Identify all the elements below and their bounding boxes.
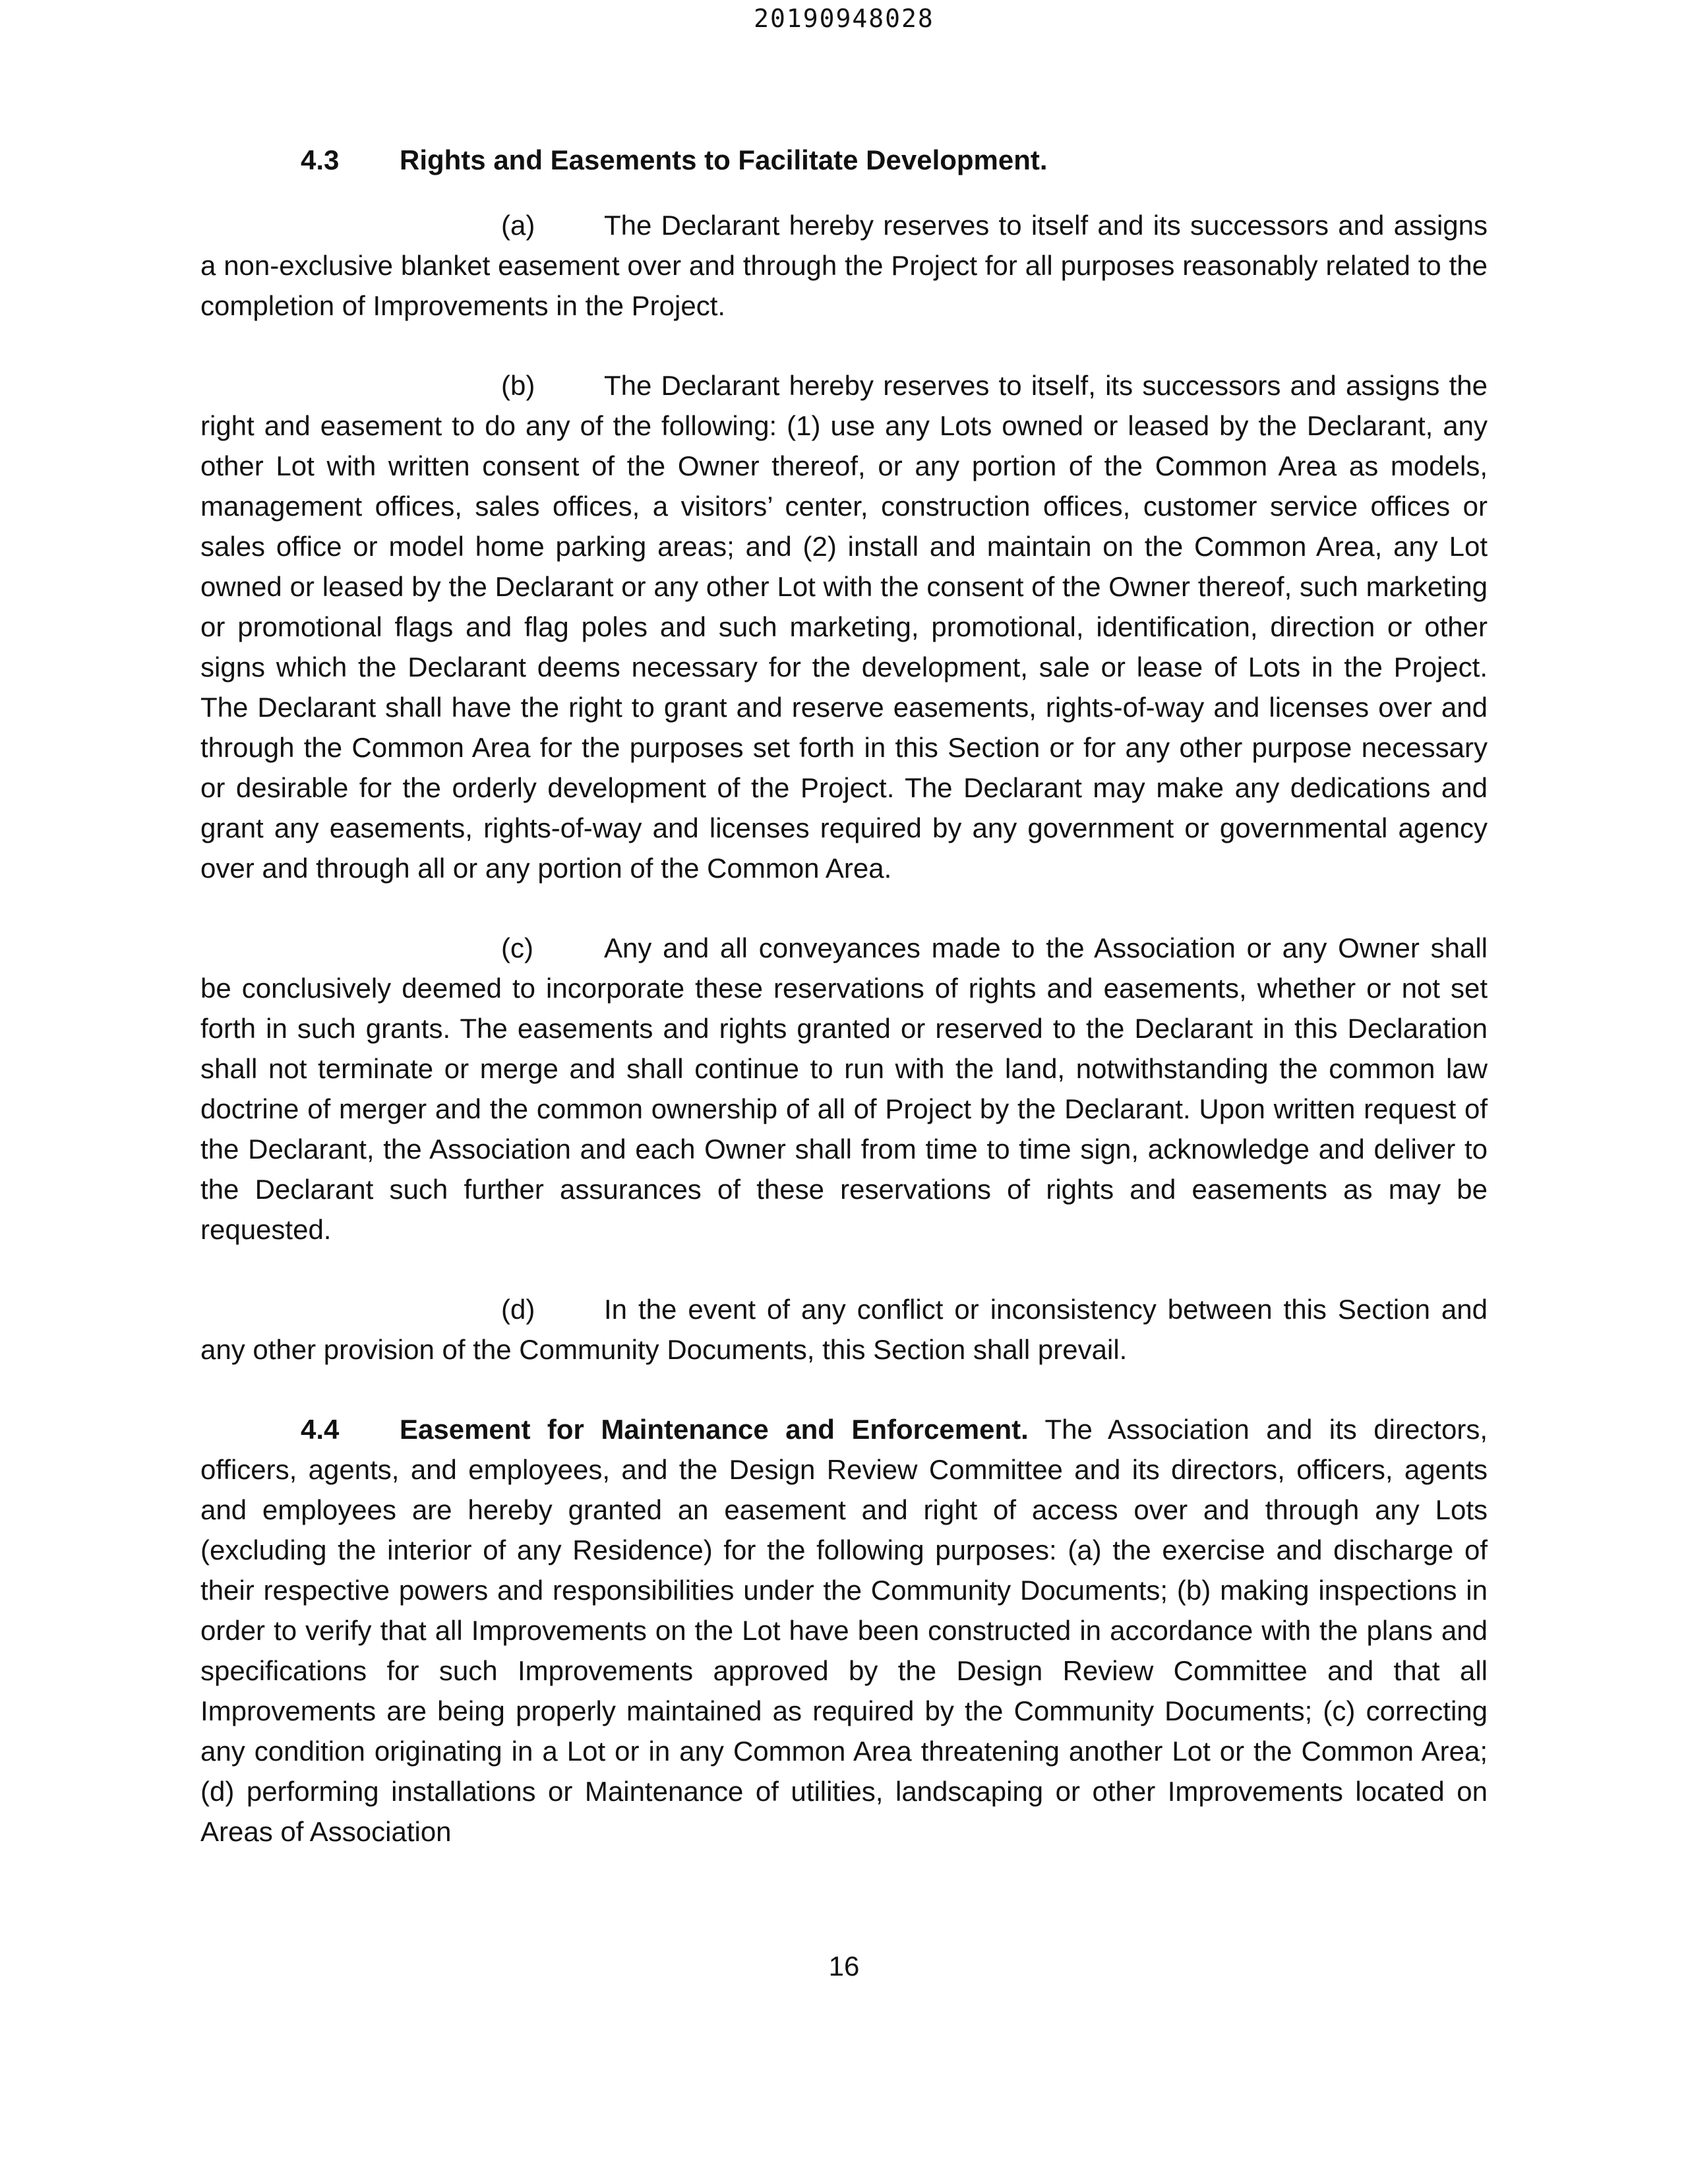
paragraph-4-3-c	[200, 928, 1488, 1250]
paragraph-4-3-d	[200, 1289, 1488, 1370]
section-title: Easement for Maintenance and Enforcement.	[400, 1414, 1029, 1445]
paragraph-text: The Declarant hereby reserves to itself, its successors and assigns the right and easement to do any of the following: (1) use any Lots owned or leased by the Declarant, any other Lot with written consent of the Owner thereof, or any portion of the Common Area as models, management offices, sales offices, a visitors’ center, construction offices, customer service offices or sales office or model home parking areas; and (2) install and maintain on the Common Area, any Lot owned or leased by the Declarant or any other Lot with the consent of the Owner thereof, such marketing or promotional flags and flag poles and such marketing, promotional, identification, direction or other signs which the Declarant deems necessary for the development, sale or lease of Lots in the Project. The Declarant shall have the right to grant and reserve easements, rights-of-way and licenses over and through the Common Area for the purposes set forth in this Section or for any other purpose necessary or desirable for the orderly development of the Project. The Declarant may make any dedications and grant any easements, rights-of-way and licenses required by any government or governmental agency over and through all or any portion of the Common Area.	[200, 370, 1488, 884]
document-body	[200, 140, 1488, 1852]
section-number: 4.4	[301, 1414, 340, 1445]
section-title: Rights and Easements to Facilitate Development.	[400, 144, 1048, 175]
document-number: 20190948028	[754, 4, 934, 33]
section-text: The Association and its directors, officers, agents, and employees, and the Design Review Committee and its directors, officers, agents and employees are hereby granted an easement and right of access over and through any Lots (excluding the interior of any Residence) for the following purposes: (a) the exercise and discharge of their respective powers and responsibilities under the Community Documents; (b) making inspections in order to verify that all Improvements on the Lot have been constructed in accordance with the plans and specifications for such Improvements approved by the Design Review Committee and that all Improvements are being properly maintained as required by the Community Documents; (c) correcting any condition originating in a Lot or in any Common Area threatening another Lot or the Common Area; (d) performing installations or Maintenance of utilities, landscaping or other Improvements located on Areas of Association	[200, 1414, 1488, 1847]
paragraph-label: (d)	[501, 1294, 535, 1325]
paragraph-label: (b)	[501, 370, 535, 401]
paragraph-4-3-b	[200, 365, 1488, 888]
paragraph-text: In the event of any conflict or inconsistency between this Section and any other provision of the Community Documents, this Section shall prevail.	[200, 1294, 1488, 1365]
section-number: 4.3	[301, 144, 340, 175]
paragraph-label: (a)	[501, 210, 535, 241]
section-4-4	[200, 1409, 1488, 1852]
page-number: 16	[828, 1951, 860, 1982]
paragraph-text: Any and all conveyances made to the Association or any Owner shall be conclusively deemed to incorporate these reservations of rights and easements, whether or not set forth in such grants. The easements and rights granted or reserved to the Declarant in this Declaration shall not terminate or merge and shall continue to run with the land, notwithstanding the common law doctrine of merger and the common ownership of all of Project by the Declarant. Upon written request of the Declarant, the Association and each Owner shall from time to time sign, acknowledge and deliver to the Declarant such further assurances of these reservations of rights and easements as may be requested.	[200, 932, 1488, 1245]
paragraph-4-3-a	[200, 205, 1488, 326]
paragraph-label: (c)	[501, 932, 533, 963]
section-4-3-heading	[200, 140, 1488, 180]
paragraph-text: The Declarant hereby reserves to itself and its successors and assigns a non-exclusive blanket easement over and through the Project for all purposes reasonably related to the completion of Improvements in the Project.	[200, 210, 1488, 321]
